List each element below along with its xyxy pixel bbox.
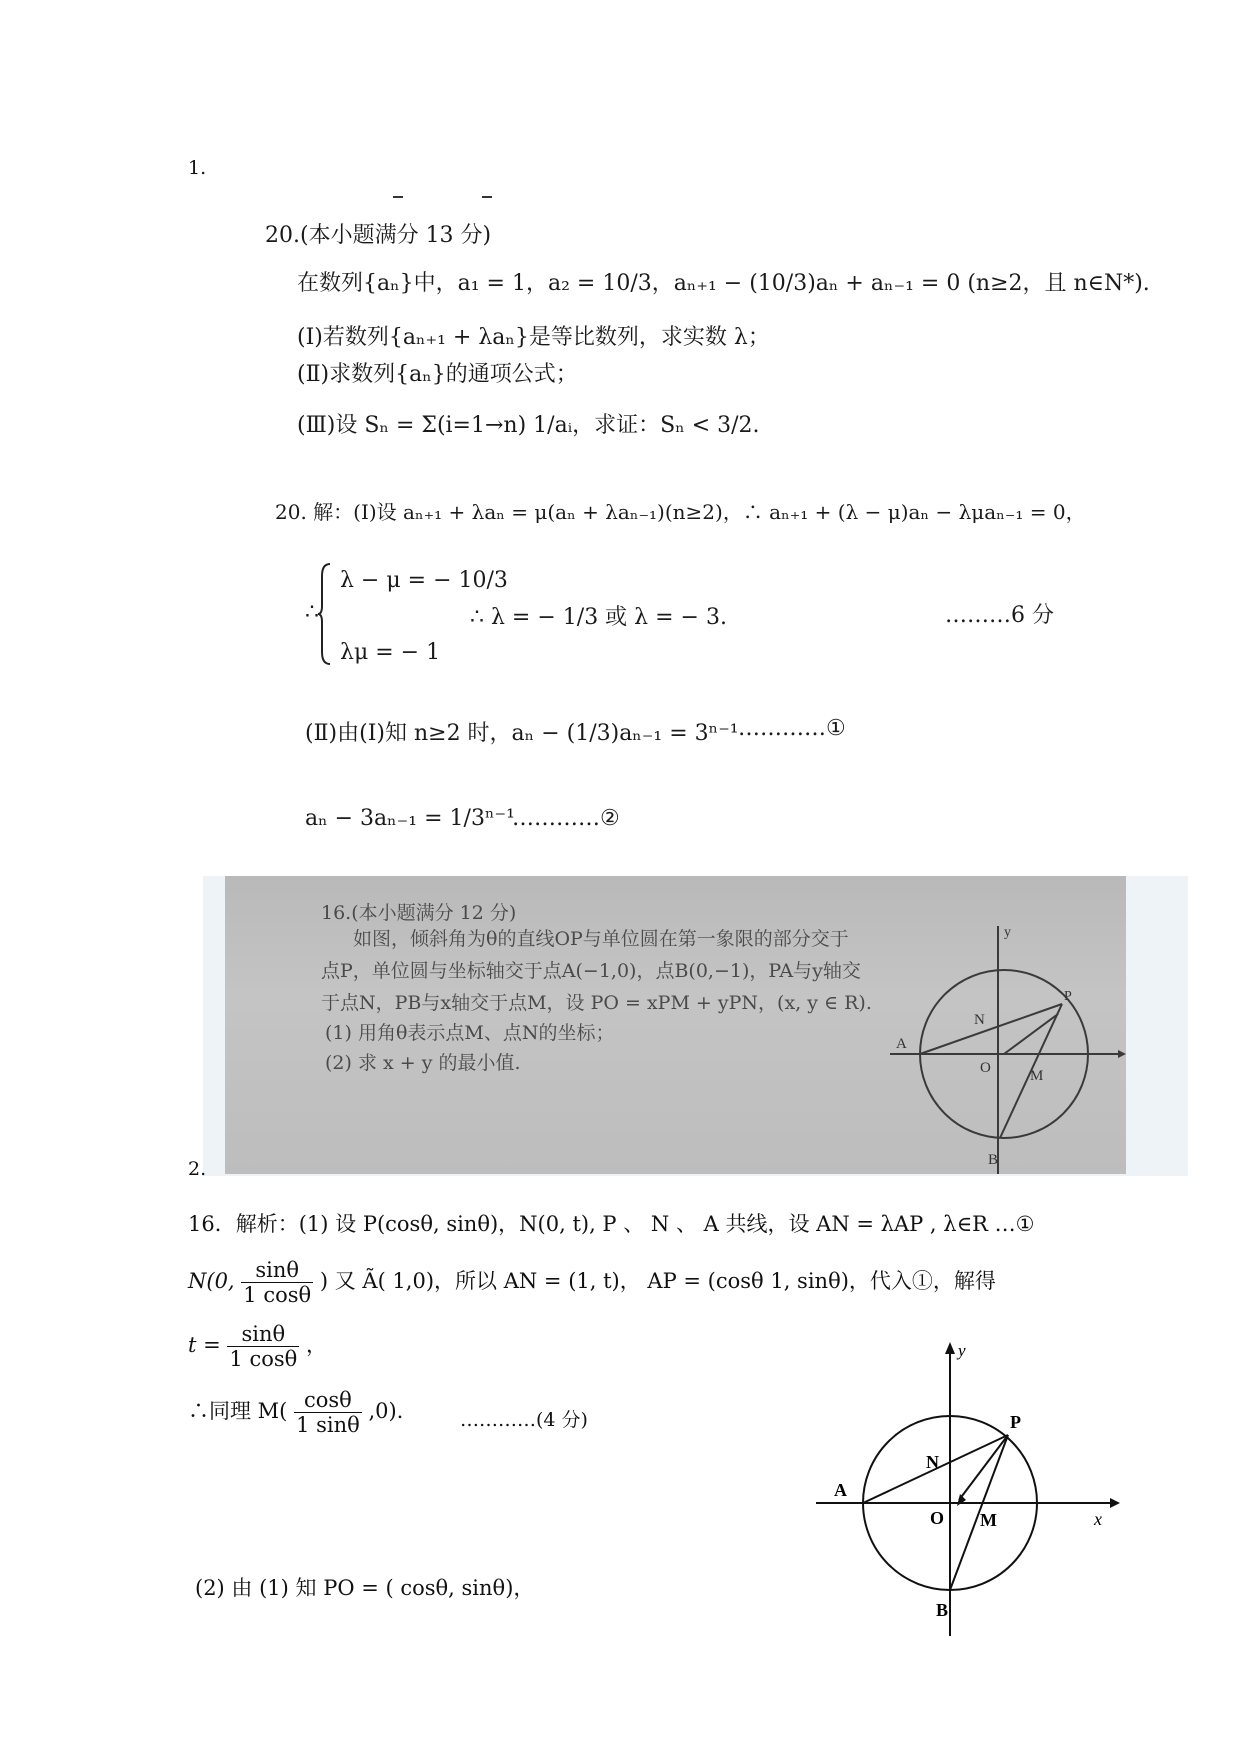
t-equals: t =	[188, 1333, 221, 1357]
label-M: M	[980, 1510, 997, 1530]
system-eq2: λμ = − 1	[340, 640, 441, 665]
fraction-numerator: cosθ	[294, 1388, 362, 1413]
fraction	[241, 1258, 313, 1307]
m-point-suffix: ,0).	[368, 1399, 404, 1423]
problem16-line1: 如图，倾斜角为θ的直线OP与单位圆在第一象限的部分交于	[353, 928, 849, 950]
label-N: N	[926, 1452, 939, 1472]
fraction	[227, 1322, 299, 1371]
problem20-part1: (Ⅰ)若数列{aₙ₊₁ + λaₙ}是等比数列，求实数 λ；	[297, 325, 770, 350]
problem20-statement: 在数列{aₙ}中，a₁ = 1，a₂ = 10/3，aₙ₊₁ − (10/3)aₙ + aₙ₋₁ = 0 (n≥2，且 n∈N*).	[297, 271, 1150, 296]
marker-1: …………①	[738, 716, 846, 741]
marker-2: …………②	[512, 806, 620, 831]
problem16-scan-figure	[890, 876, 1126, 1174]
problem20-part2: (Ⅱ)求数列{aₙ}的通项公式；	[297, 362, 578, 387]
solution20-eq2: aₙ − 3aₙ₋₁ = 1/3ⁿ⁻¹	[305, 806, 515, 831]
solution16-line3	[188, 1322, 327, 1371]
fraction-denominator: 1 cosθ	[229, 1347, 298, 1371]
solution16-line4	[188, 1388, 403, 1437]
lambda-result: ∴ λ = − 1/3 或 λ = − 3.	[470, 605, 727, 630]
unit-circle-figure	[816, 1340, 1126, 1640]
scan-label-y: y	[1004, 925, 1011, 940]
m-point-prefix: ∴同理 M(	[188, 1399, 288, 1423]
fraction-numerator: sinθ	[227, 1322, 299, 1347]
brace	[318, 562, 332, 666]
item-number-1: 1.	[188, 157, 207, 179]
fraction	[294, 1388, 362, 1437]
scan-label-A: A	[896, 1036, 907, 1052]
label-O: O	[930, 1508, 945, 1528]
n-point-prefix: N(0,	[188, 1269, 235, 1293]
solution16-line5: (2) 由 (1) 知 PO = ( cosθ, sinθ)，	[195, 1576, 535, 1600]
score-6: ………6 分	[945, 603, 1054, 628]
fraction-denominator: 1 cosθ	[243, 1283, 312, 1307]
problem16-line2: 点P，单位圆与坐标轴交于点A(−1,0)，点B(0,−1)，PA与y轴交	[321, 960, 861, 982]
problem20-part3: (Ⅲ)设 Sₙ = Σ(i=1→n) 1/aᵢ，求证：Sₙ < 3/2.	[297, 413, 760, 438]
scan-label-P: P	[1064, 989, 1072, 1004]
problem20-header: 20.(本小题满分 13 分)	[265, 223, 492, 248]
problem16-scan-panel	[225, 876, 1126, 1174]
solution16-line1: 16．解析：(1) 设 P(cosθ, sinθ)，N(0, t), P 、 N 、 A 共线，设 AN = λAP , λ∈R …①	[188, 1212, 1035, 1236]
label-A: A	[834, 1480, 847, 1500]
system-eq1: λ − μ = − 10/3	[340, 568, 508, 593]
solution16-line2-rest: ) 又 Ã( 1,0)，所以 AN = (1, t)， AP = (cosθ 1, sinθ)，代入①，解得	[319, 1269, 996, 1293]
label-y: y	[958, 1341, 966, 1360]
scan-label-M: M	[1030, 1068, 1044, 1084]
scan-mark	[393, 196, 403, 198]
solution20-part2: (Ⅱ)由(Ⅰ)知 n≥2 时，aₙ − (1/3)aₙ₋₁ = 3ⁿ⁻¹	[305, 721, 739, 746]
scan-label-N: N	[974, 1012, 985, 1028]
scan-label-O: O	[980, 1060, 991, 1076]
fraction-numerator: sinθ	[241, 1258, 313, 1283]
scan-label-B: B	[988, 1152, 999, 1168]
problem16-header: 16.(本小题满分 12 分)	[321, 902, 517, 924]
solution20-line1: 20. 解：(Ⅰ)设 aₙ₊₁ + λaₙ = μ(aₙ + λaₙ₋₁)(n≥2)，∴ aₙ₊₁ + (λ − μ)aₙ − λμaₙ₋₁ = 0，	[275, 500, 1086, 524]
solution16-line2	[188, 1258, 996, 1307]
therefore-symbol: ∴	[305, 600, 319, 625]
label-x: x	[1094, 1509, 1102, 1529]
line3-end: ，	[305, 1333, 327, 1357]
problem16-line4: (1) 用角θ表示点M、点N的坐标；	[325, 1022, 615, 1044]
scan-mark	[482, 196, 492, 198]
item-number-2: 2.	[188, 1158, 207, 1180]
label-P: P	[1010, 1412, 1021, 1432]
score-4: …………(4 分)	[460, 1409, 588, 1431]
problem16-line5: (2) 求 x + y 的最小值.	[325, 1052, 521, 1074]
problem16-line3: 于点N，PB与x轴交于点M，设 PO = xPM + yPN，(x, y ∈ R).	[321, 992, 872, 1014]
fraction-denominator: 1 sinθ	[296, 1413, 360, 1437]
label-B: B	[936, 1600, 949, 1620]
